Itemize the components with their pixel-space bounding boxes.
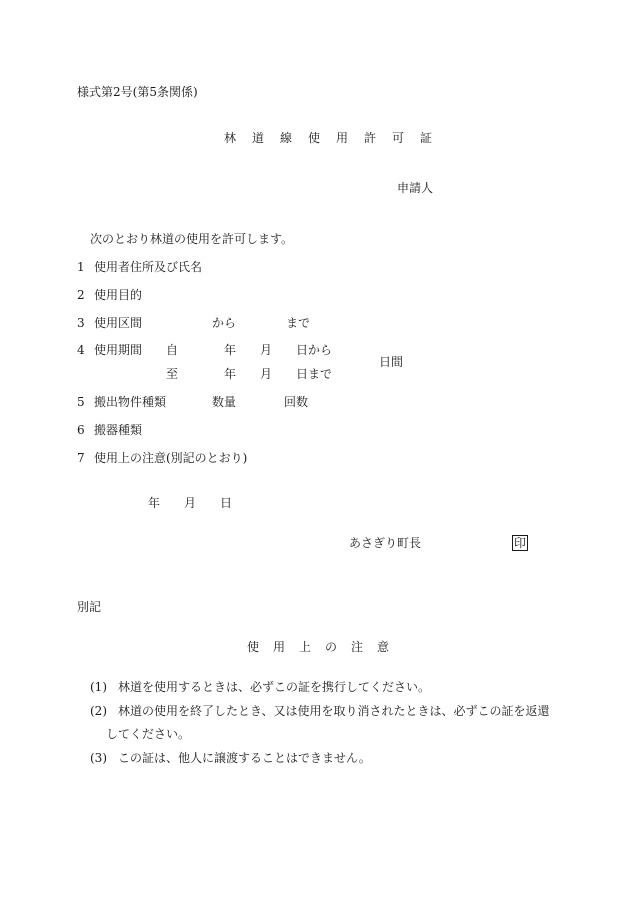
item-4-day-from: 日から <box>296 343 333 357</box>
issuer-name: あさぎり町長 <box>349 536 422 550</box>
seal-mark <box>512 535 528 551</box>
applicant-label: 申請人 <box>397 181 434 195</box>
intro-text: 次のとおり林道の使用を許可します。 <box>90 232 294 246</box>
date-month: 月 <box>184 496 197 510</box>
date-day: 日 <box>220 496 233 510</box>
item-4-start-year: 年 <box>224 343 237 357</box>
seal-label: 印 <box>514 536 527 550</box>
item-5-number: 5 <box>77 395 85 409</box>
appendix-label: 別記 <box>77 600 102 614</box>
item-4-start-month: 月 <box>260 343 273 357</box>
item-3-number: 3 <box>77 316 85 330</box>
item-3-to: まで <box>286 316 311 330</box>
item-5-quantity: 数量 <box>212 395 237 409</box>
item-4-end-year: 年 <box>224 367 237 381</box>
item-4-start-prefix: 自 <box>166 343 179 357</box>
note-2-text-line1: 林道の使用を終了したとき、又は使用を取り消されたときは、必ずこの証を返還 <box>118 704 550 718</box>
note-3-text: この証は、他人に譲渡することはできません。 <box>118 751 371 765</box>
item-4-label: 使用期間 <box>94 343 143 357</box>
note-3-number: (3) <box>90 751 107 765</box>
item-5-label: 搬出物件種類 <box>94 395 167 409</box>
note-2-number: (2) <box>90 704 107 718</box>
item-2-label: 使用目的 <box>94 288 143 302</box>
item-1-label: 使用者住所及び氏名 <box>94 260 203 274</box>
note-1-number: (1) <box>90 680 107 694</box>
note-2-text-line2: してください。 <box>106 727 191 741</box>
form-reference: 様式第2号(第5条関係) <box>77 85 198 99</box>
item-2-number: 2 <box>77 288 85 302</box>
item-7-number: 7 <box>77 451 85 465</box>
item-6-label: 搬器種類 <box>94 423 143 437</box>
notes-title: 使用上の注意 <box>247 640 404 654</box>
item-3-label: 使用区間 <box>94 316 143 330</box>
item-5-times: 回数 <box>284 395 309 409</box>
item-4-day-to: 日まで <box>296 367 333 381</box>
item-1-number: 1 <box>77 260 85 274</box>
item-7-label: 使用上の注意(別記のとおり) <box>94 451 248 465</box>
item-4-number: 4 <box>77 343 85 357</box>
item-6-number: 6 <box>77 423 85 437</box>
item-4-end-prefix: 至 <box>166 367 179 381</box>
item-4-days: 日間 <box>379 355 404 369</box>
date-year: 年 <box>148 496 161 510</box>
item-4-end-month: 月 <box>260 367 273 381</box>
note-1-text: 林道を使用するときは、必ずこの証を携行してください。 <box>118 680 431 694</box>
item-3-from: から <box>212 316 237 330</box>
document-title: 林道線使用許可証 <box>224 131 449 145</box>
